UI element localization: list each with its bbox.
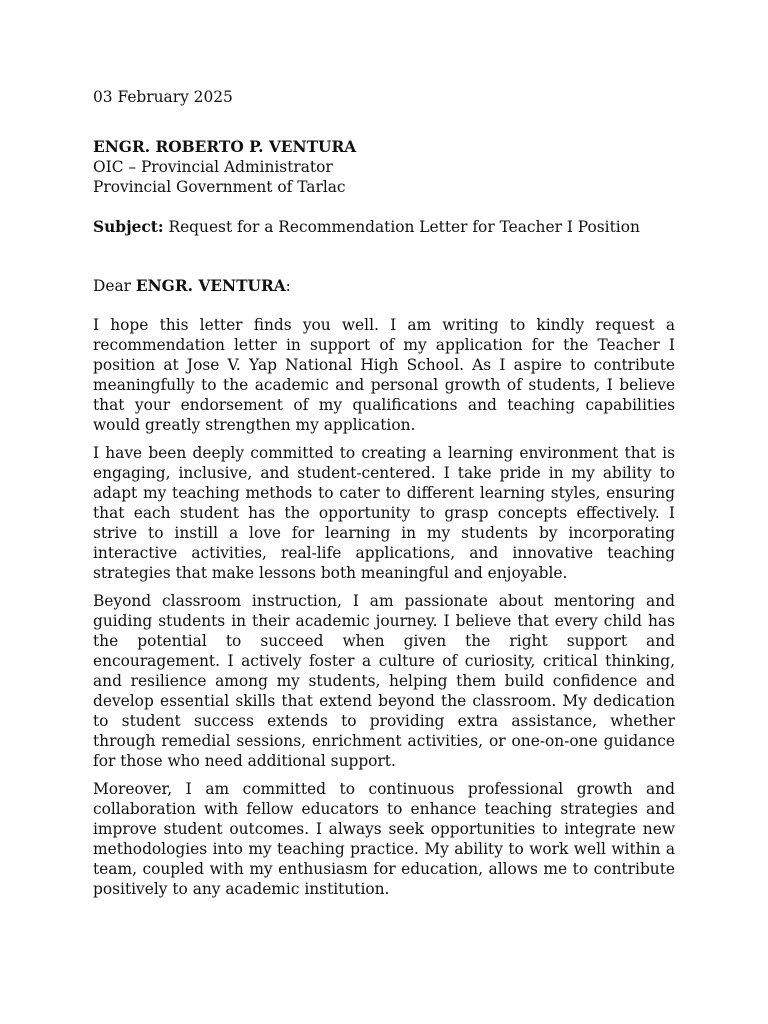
salutation-prefix: Dear <box>93 277 136 295</box>
letter-date: 03 February 2025 <box>93 88 233 106</box>
recipient-position: OIC – Provincial Administrator <box>93 158 333 176</box>
body-paragraph-1: I hope this letter finds you well. I am writing to kindly request a recommendation letter in support of my application for the Teacher I position at Jose V. Yap National High School. As I aspire to contribute meaningfully to the academic and personal growth of students, I believe that your endorsement of my qualifications and teaching capabilities would greatly strengthen my application. <box>93 316 675 434</box>
recipient-block <box>93 137 675 197</box>
recipient-name: ENGR. ROBERTO P. VENTURA <box>93 138 357 156</box>
subject-text: Request for a Recommendation Letter for Teacher I Position <box>163 218 640 236</box>
body-paragraph-2: I have been deeply committed to creating a learning environment that is engaging, inclusive, and student-centered. I take pride in my ability to adapt my teaching methods to cater to different learning styles, ensuring that each student has the opportunity to grasp concepts effectively. I strive to instill a love for learning in my students by incorporating interactive activities, real-life applications, and innovative teaching strategies that make lessons both meaningful and enjoyable. <box>93 444 675 582</box>
salutation-suffix: : <box>285 277 291 295</box>
body-paragraph-3: Beyond classroom instruction, I am passionate about mentoring and guiding students in their academic journey. I believe that every child has the potential to succeed when given the right support and encouragement. I actively foster a culture of curiosity, critical thinking, and resilience among my students, helping them build confidence and develop essential skills that extend beyond the classroom. My dedication to student success extends to providing extra assistance, whether through remedial sessions, enrichment activities, or one-on-one guidance for those who need additional support. <box>93 592 675 770</box>
recipient-office: Provincial Government of Tarlac <box>93 178 346 196</box>
subject-label: Subject: <box>93 218 164 236</box>
body-paragraph-4: Moreover, I am committed to continuous professional growth and collaboration with fellow educators to enhance teaching strategies and improve student outcomes. I always seek opportunities to integrate new methodologies into my teaching practice. My ability to work well within a team, coupled with my enthusiasm for education, allows me to contribute positively to any academic institution. <box>93 780 675 898</box>
salutation-name: ENGR. VENTURA <box>135 277 286 295</box>
subject-line <box>93 217 675 237</box>
salutation <box>93 276 675 296</box>
letter-page <box>93 87 675 907</box>
